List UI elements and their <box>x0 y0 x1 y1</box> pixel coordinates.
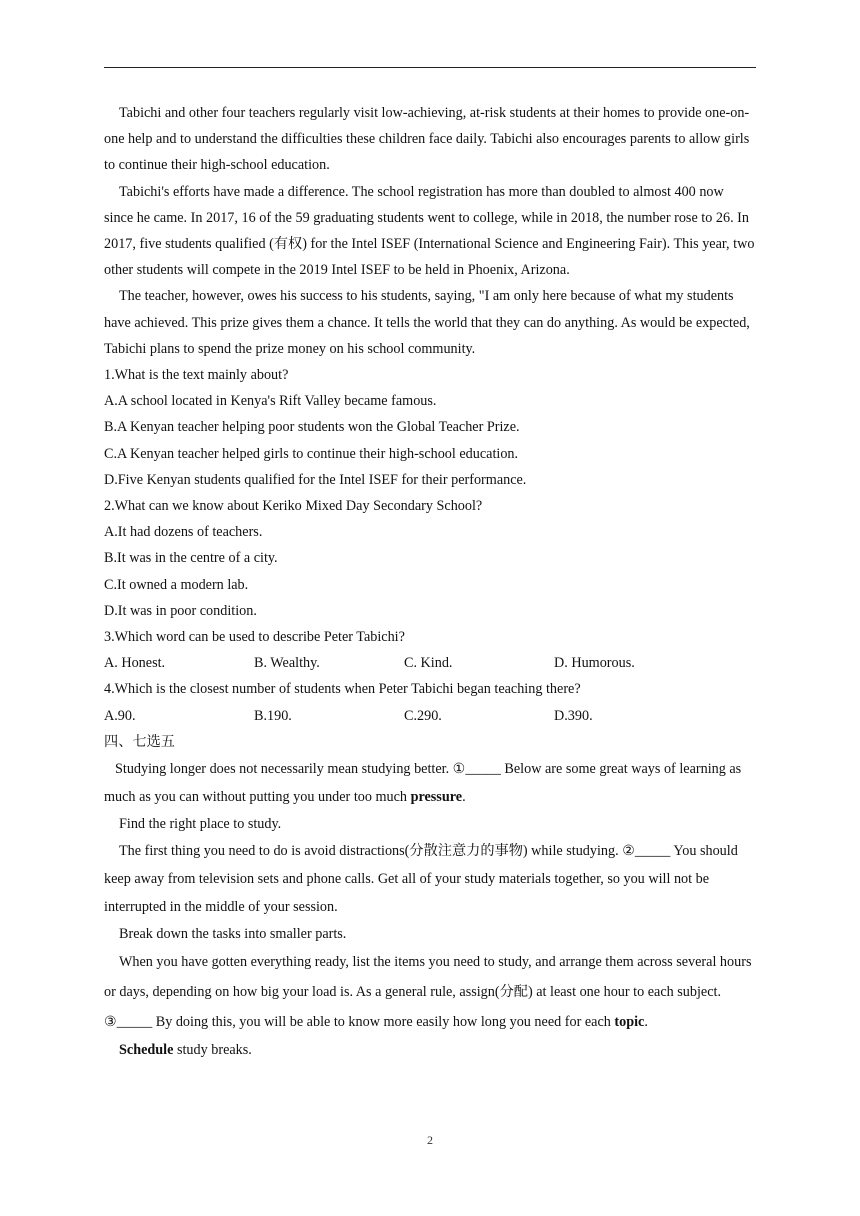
option: C.A Kenyan teacher helped girls to continue their high-school education. <box>104 445 519 462</box>
option: A.90. <box>104 707 136 724</box>
option: C.290. <box>404 707 442 724</box>
subheading-text: study breaks. <box>173 1042 252 1059</box>
bold-word: pressure <box>410 789 463 806</box>
paragraph-text: Studying longer does not necessarily mean studying better. ①_____ Below are some great ways of learning as much as you can without putting you under too much <box>104 761 742 806</box>
punctuation: . <box>462 789 466 806</box>
page-content <box>104 100 756 1064</box>
punctuation: . <box>644 1014 648 1031</box>
question-4: 4.Which is the closest number of students when Peter Tabichi began teaching there? <box>104 681 581 698</box>
option: D.It was in poor condition. <box>104 602 257 619</box>
paragraph <box>104 755 756 811</box>
option: B.It was in the centre of a city. <box>104 550 278 567</box>
paragraph: The teacher, however, owes his success to his students, saying, "I am only here because of what my students have achieved. This prize gives them a chance. It tells the world that they can do anything. As would be expected, Tabichi plans to spend the prize money on his school community. <box>104 288 750 357</box>
paragraph <box>104 947 756 1037</box>
option: C. Kind. <box>404 655 453 672</box>
option: A. Honest. <box>104 655 166 672</box>
question-4-options <box>104 703 756 729</box>
question-1: 1.What is the text mainly about? <box>104 367 289 384</box>
paragraph: Tabichi and other four teachers regularly visit low-achieving, at-risk students at their homes to provide one-on-one help and to understand the difficulties these children face daily. Tabichi also encourages parents to allow girls to continue their high-school education. <box>104 105 750 174</box>
question-3: 3.Which word can be used to describe Peter Tabichi? <box>104 629 405 646</box>
section-heading: 四、七选五 <box>104 733 175 750</box>
question-2: 2.What can we know about Keriko Mixed Day Secondary School? <box>104 498 483 515</box>
page-number: 2 <box>427 1133 433 1147</box>
subheading: Find the right place to study. <box>119 816 282 833</box>
question-3-options <box>104 650 756 676</box>
option: B.190. <box>254 707 292 724</box>
option: A.It had dozens of teachers. <box>104 524 263 541</box>
option: B.A Kenyan teacher helping poor students won the Global Teacher Prize. <box>104 419 520 436</box>
bold-word: topic <box>614 1014 645 1031</box>
option: D.Five Kenyan students qualified for the Intel ISEF for their performance. <box>104 471 527 488</box>
paragraph-text: When you have gotten everything ready, list the items you need to study, and arrange them across several hours or days, depending on how big your load is. As a general rule, assign(分配) at least one hour to each subject. ③_____ By doing this, you will be able to know more easily how long you need for each <box>104 954 752 1031</box>
header-rule <box>104 67 756 68</box>
paragraph: Tabichi's efforts have made a difference. The school registration has more than doubled to almost 400 now since he came. In 2017, 16 of the 59 graduating students went to college, while in 2018, the number rose to 26. In 2017, five students qualified (有权) for the Intel ISEF (International Science and Engineering Fair). This year, two other students will compete in the 2019 Intel ISEF to be held in Phoenix, Arizona. <box>104 183 755 279</box>
option: C.It owned a modern lab. <box>104 576 249 593</box>
option: D. Humorous. <box>554 655 635 672</box>
option: B. Wealthy. <box>254 655 320 672</box>
subheading: Break down the tasks into smaller parts. <box>119 926 347 943</box>
paragraph: The first thing you need to do is avoid distractions(分散注意力的事物) while studying. ②_____ You should keep away from television sets and phone calls. Get all of your study materials together, so you will not be interrupted in the middle of your session. <box>104 843 738 916</box>
bold-word: Schedule <box>119 1042 174 1059</box>
subheading <box>104 1037 756 1063</box>
option: A.A school located in Kenya's Rift Valley became famous. <box>104 393 437 410</box>
option: D.390. <box>554 707 593 724</box>
